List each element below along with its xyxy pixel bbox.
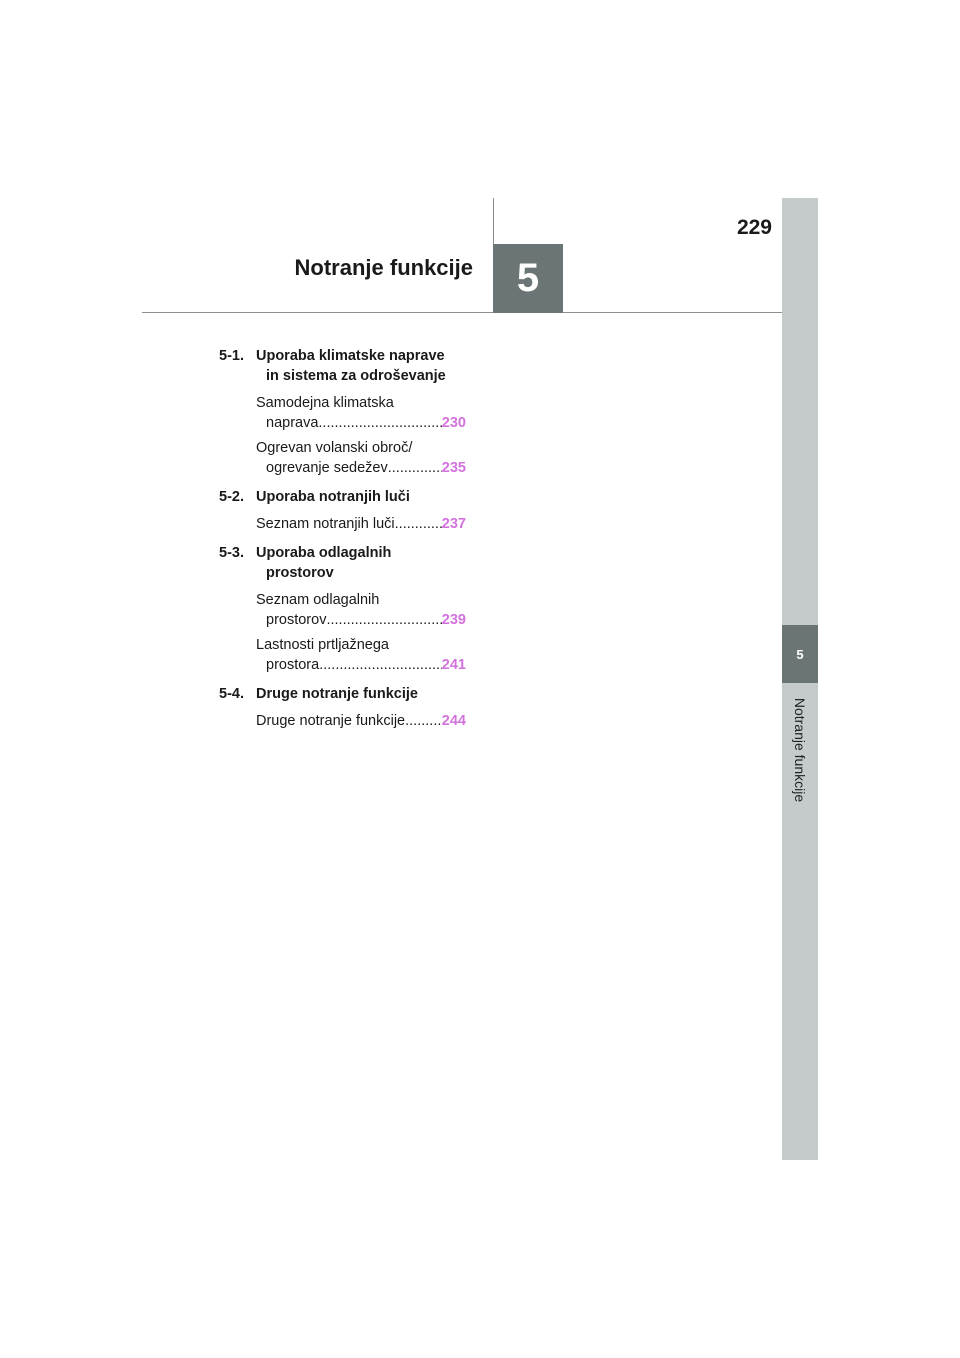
section-title <box>256 346 466 386</box>
entry-title: Samodejna klimatska <box>256 395 394 411</box>
section-title-line: in sistema za odroševanje <box>266 368 446 384</box>
toc-entry[interactable] <box>256 635 466 675</box>
section-title: Uporaba notranjih luči <box>256 489 410 505</box>
chapter-number-box: 5 <box>493 244 563 313</box>
section-number: 5-3. <box>219 545 244 561</box>
table-of-contents <box>219 346 466 736</box>
leader-dots <box>318 413 441 433</box>
entry-title: Seznam notranjih luči <box>256 516 395 532</box>
page-link[interactable]: 237 <box>441 516 466 532</box>
entry-title: Ogrevan volanski obroč/ <box>256 440 413 456</box>
leader-dots <box>326 610 441 630</box>
leader-dots <box>395 514 442 534</box>
section-number: 5-2. <box>219 489 244 505</box>
leader-dots <box>319 655 442 675</box>
entry-title: Druge notranje funkcije <box>256 713 406 729</box>
page-link[interactable]: 241 <box>441 657 466 673</box>
section-title: Druge notranje funkcije <box>256 686 418 702</box>
entry-title: Seznam odlagalnih <box>256 592 380 608</box>
section-title-line: prostorov <box>266 565 334 581</box>
side-chapter-tab[interactable]: 5 <box>782 625 818 683</box>
page-link[interactable]: 230 <box>441 415 466 431</box>
chapter-title: Notranje funkcije <box>294 255 473 280</box>
header-divider-horizontal <box>142 312 782 313</box>
side-chapter-label: Notranje funkcije <box>792 697 808 803</box>
toc-entry[interactable] <box>256 590 466 630</box>
section-title-line: Uporaba odlagalnih <box>256 545 392 561</box>
toc-section <box>219 487 466 507</box>
leader-dots <box>405 711 442 731</box>
section-number: 5-4. <box>219 686 244 702</box>
page-number: 229 <box>736 216 772 239</box>
toc-section <box>219 346 466 386</box>
section-number: 5-1. <box>219 348 244 364</box>
toc-entry[interactable] <box>256 438 466 478</box>
page-link[interactable]: 244 <box>441 713 466 729</box>
entry-title: prostora <box>266 657 320 673</box>
leader-dots <box>388 458 442 478</box>
toc-entry[interactable] <box>256 393 466 433</box>
header-divider-vertical <box>493 198 494 244</box>
toc-section <box>219 684 466 704</box>
entry-title: Lastnosti prtljažnega <box>256 637 389 653</box>
toc-entry[interactable] <box>256 711 466 731</box>
section-title-line: Uporaba klimatske naprave <box>256 348 445 364</box>
section-title <box>256 543 466 583</box>
entry-title: prostorov <box>266 612 327 628</box>
entry-title: naprava <box>266 415 319 431</box>
toc-entry[interactable] <box>256 514 466 534</box>
page-link[interactable]: 239 <box>441 612 466 628</box>
page-link[interactable]: 235 <box>441 460 466 476</box>
toc-section <box>219 543 466 583</box>
entry-title: ogrevanje sedežev <box>266 460 388 476</box>
